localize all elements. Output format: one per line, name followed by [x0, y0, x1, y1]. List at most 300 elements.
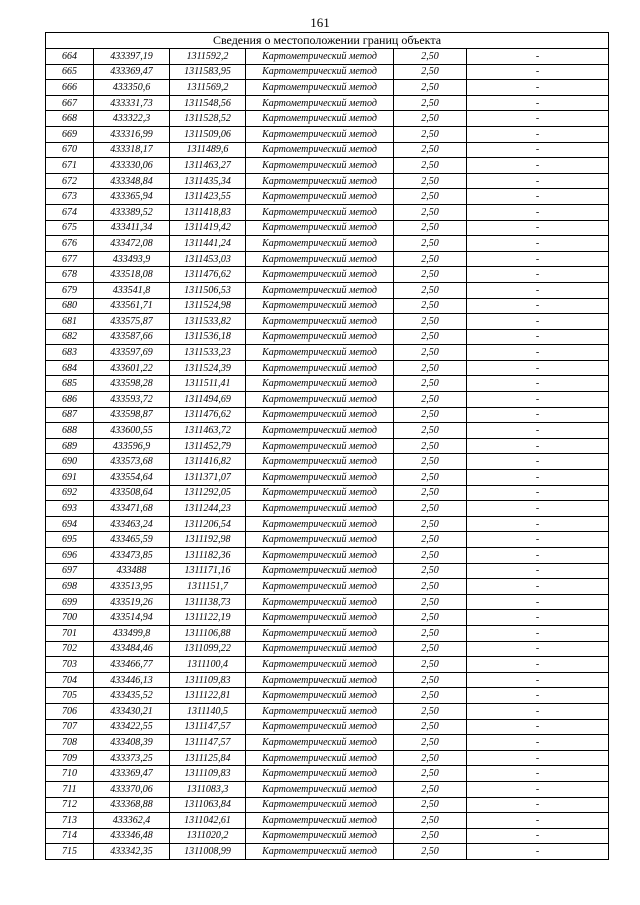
accuracy-cell: 2,50: [394, 657, 467, 673]
table-row: [46, 173, 609, 189]
accuracy-cell: 2,50: [394, 688, 467, 704]
note-cell: -: [467, 516, 609, 532]
note-cell: -: [467, 548, 609, 564]
x-coordinate-cell: 433471,68: [94, 501, 170, 517]
point-number-cell: 699: [46, 594, 94, 610]
x-coordinate-cell: 433593,72: [94, 392, 170, 408]
y-coordinate-cell: 1311083,3: [170, 781, 246, 797]
note-cell: -: [467, 657, 609, 673]
table-row: [46, 563, 609, 579]
method-cell: Картометрический метод: [246, 392, 394, 408]
point-number-cell: 709: [46, 750, 94, 766]
accuracy-cell: 2,50: [394, 158, 467, 174]
note-cell: -: [467, 251, 609, 267]
note-cell: -: [467, 813, 609, 829]
accuracy-cell: 2,50: [394, 470, 467, 486]
method-cell: Картометрический метод: [246, 485, 394, 501]
point-number-cell: 686: [46, 392, 94, 408]
x-coordinate-cell: 433362,4: [94, 813, 170, 829]
x-coordinate-cell: 433554,64: [94, 470, 170, 486]
x-coordinate-cell: 433573,68: [94, 454, 170, 470]
table-row: [46, 95, 609, 111]
method-cell: Картометрический метод: [246, 735, 394, 751]
y-coordinate-cell: 1311147,57: [170, 735, 246, 751]
note-cell: -: [467, 376, 609, 392]
note-cell: -: [467, 703, 609, 719]
method-cell: Картометрический метод: [246, 563, 394, 579]
note-cell: -: [467, 95, 609, 111]
table-row: [46, 750, 609, 766]
accuracy-cell: 2,50: [394, 501, 467, 517]
x-coordinate-cell: 433411,34: [94, 220, 170, 236]
y-coordinate-cell: 1311548,56: [170, 95, 246, 111]
x-coordinate-cell: 433342,35: [94, 844, 170, 860]
accuracy-cell: 2,50: [394, 189, 467, 205]
accuracy-cell: 2,50: [394, 532, 467, 548]
y-coordinate-cell: 1311453,03: [170, 251, 246, 267]
table-row: [46, 111, 609, 127]
point-number-cell: 688: [46, 423, 94, 439]
method-cell: Картометрический метод: [246, 438, 394, 454]
table-row: [46, 470, 609, 486]
table-row: [46, 610, 609, 626]
note-cell: -: [467, 828, 609, 844]
table-row: [46, 376, 609, 392]
note-cell: -: [467, 610, 609, 626]
method-cell: Картометрический метод: [246, 813, 394, 829]
x-coordinate-cell: 433348,84: [94, 173, 170, 189]
y-coordinate-cell: 1311533,23: [170, 345, 246, 361]
y-coordinate-cell: 1311244,23: [170, 501, 246, 517]
method-cell: Картометрический метод: [246, 766, 394, 782]
x-coordinate-cell: 433596,9: [94, 438, 170, 454]
x-coordinate-cell: 433575,87: [94, 314, 170, 330]
x-coordinate-cell: 433389,52: [94, 204, 170, 220]
note-cell: -: [467, 158, 609, 174]
accuracy-cell: 2,50: [394, 672, 467, 688]
note-cell: -: [467, 204, 609, 220]
method-cell: Картометрический метод: [246, 641, 394, 657]
accuracy-cell: 2,50: [394, 236, 467, 252]
y-coordinate-cell: 1311416,82: [170, 454, 246, 470]
method-cell: Картометрический метод: [246, 189, 394, 205]
x-coordinate-cell: 433518,08: [94, 267, 170, 283]
x-coordinate-cell: 433369,47: [94, 64, 170, 80]
note-cell: -: [467, 80, 609, 96]
point-number-cell: 698: [46, 579, 94, 595]
table-body: [46, 49, 609, 860]
method-cell: Картометрический метод: [246, 423, 394, 439]
x-coordinate-cell: 433473,85: [94, 548, 170, 564]
note-cell: -: [467, 329, 609, 345]
x-coordinate-cell: 433598,87: [94, 407, 170, 423]
point-number-cell: 672: [46, 173, 94, 189]
y-coordinate-cell: 1311452,79: [170, 438, 246, 454]
y-coordinate-cell: 1311524,98: [170, 298, 246, 314]
point-number-cell: 706: [46, 703, 94, 719]
note-cell: -: [467, 173, 609, 189]
point-number-cell: 667: [46, 95, 94, 111]
note-cell: -: [467, 594, 609, 610]
y-coordinate-cell: 1311171,16: [170, 563, 246, 579]
y-coordinate-cell: 1311151,7: [170, 579, 246, 595]
x-coordinate-cell: 433466,77: [94, 657, 170, 673]
table-row: [46, 672, 609, 688]
y-coordinate-cell: 1311020,2: [170, 828, 246, 844]
method-cell: Картометрический метод: [246, 797, 394, 813]
method-cell: Картометрический метод: [246, 657, 394, 673]
note-cell: -: [467, 454, 609, 470]
x-coordinate-cell: 433408,39: [94, 735, 170, 751]
table-row: [46, 485, 609, 501]
table-row: [46, 657, 609, 673]
method-cell: Картометрический метод: [246, 360, 394, 376]
method-cell: Картометрический метод: [246, 329, 394, 345]
table-row: [46, 454, 609, 470]
y-coordinate-cell: 1311524,39: [170, 360, 246, 376]
y-coordinate-cell: 1311528,52: [170, 111, 246, 127]
y-coordinate-cell: 1311583,95: [170, 64, 246, 80]
y-coordinate-cell: 1311463,72: [170, 423, 246, 439]
accuracy-cell: 2,50: [394, 204, 467, 220]
point-number-cell: 701: [46, 625, 94, 641]
note-cell: -: [467, 579, 609, 595]
x-coordinate-cell: 433397,19: [94, 49, 170, 65]
point-number-cell: 676: [46, 236, 94, 252]
y-coordinate-cell: 1311509,06: [170, 126, 246, 142]
x-coordinate-cell: 433493,9: [94, 251, 170, 267]
accuracy-cell: 2,50: [394, 298, 467, 314]
y-coordinate-cell: 1311099,22: [170, 641, 246, 657]
accuracy-cell: 2,50: [394, 251, 467, 267]
accuracy-cell: 2,50: [394, 329, 467, 345]
method-cell: Картометрический метод: [246, 516, 394, 532]
accuracy-cell: 2,50: [394, 95, 467, 111]
method-cell: Картометрический метод: [246, 579, 394, 595]
accuracy-cell: 2,50: [394, 516, 467, 532]
accuracy-cell: 2,50: [394, 579, 467, 595]
x-coordinate-cell: 433601,22: [94, 360, 170, 376]
table-row: [46, 189, 609, 205]
table-row: [46, 329, 609, 345]
point-number-cell: 668: [46, 111, 94, 127]
point-number-cell: 693: [46, 501, 94, 517]
accuracy-cell: 2,50: [394, 392, 467, 408]
table-row: [46, 688, 609, 704]
table-row: [46, 345, 609, 361]
table-row: [46, 703, 609, 719]
accuracy-cell: 2,50: [394, 594, 467, 610]
x-coordinate-cell: 433519,26: [94, 594, 170, 610]
x-coordinate-cell: 433472,08: [94, 236, 170, 252]
method-cell: Картометрический метод: [246, 470, 394, 486]
point-number-cell: 713: [46, 813, 94, 829]
note-cell: -: [467, 781, 609, 797]
point-number-cell: 669: [46, 126, 94, 142]
y-coordinate-cell: 1311063,84: [170, 797, 246, 813]
accuracy-cell: 2,50: [394, 828, 467, 844]
table-row: [46, 49, 609, 65]
method-cell: Картометрический метод: [246, 282, 394, 298]
table-row: [46, 579, 609, 595]
accuracy-cell: 2,50: [394, 610, 467, 626]
note-cell: -: [467, 719, 609, 735]
y-coordinate-cell: 1311125,84: [170, 750, 246, 766]
method-cell: Картометрический метод: [246, 672, 394, 688]
y-coordinate-cell: 1311569,2: [170, 80, 246, 96]
method-cell: Картометрический метод: [246, 251, 394, 267]
x-coordinate-cell: 433369,47: [94, 766, 170, 782]
point-number-cell: 694: [46, 516, 94, 532]
method-cell: Картометрический метод: [246, 688, 394, 704]
table-row: [46, 797, 609, 813]
x-coordinate-cell: 433597,69: [94, 345, 170, 361]
method-cell: Картометрический метод: [246, 49, 394, 65]
note-cell: -: [467, 563, 609, 579]
point-number-cell: 711: [46, 781, 94, 797]
y-coordinate-cell: 1311463,27: [170, 158, 246, 174]
accuracy-cell: 2,50: [394, 703, 467, 719]
method-cell: Картометрический метод: [246, 548, 394, 564]
note-cell: -: [467, 236, 609, 252]
y-coordinate-cell: 1311476,62: [170, 407, 246, 423]
point-number-cell: 683: [46, 345, 94, 361]
point-number-cell: 702: [46, 641, 94, 657]
x-coordinate-cell: 433350,6: [94, 80, 170, 96]
method-cell: Картометрический метод: [246, 142, 394, 158]
method-cell: Картометрический метод: [246, 719, 394, 735]
y-coordinate-cell: 1311140,5: [170, 703, 246, 719]
note-cell: -: [467, 423, 609, 439]
note-cell: -: [467, 501, 609, 517]
method-cell: Картометрический метод: [246, 703, 394, 719]
y-coordinate-cell: 1311489,6: [170, 142, 246, 158]
note-cell: -: [467, 766, 609, 782]
y-coordinate-cell: 1311506,53: [170, 282, 246, 298]
point-number-cell: 690: [46, 454, 94, 470]
point-number-cell: 670: [46, 142, 94, 158]
accuracy-cell: 2,50: [394, 49, 467, 65]
table-row: [46, 298, 609, 314]
note-cell: -: [467, 532, 609, 548]
page-number: 161: [310, 15, 330, 30]
accuracy-cell: 2,50: [394, 454, 467, 470]
note-cell: -: [467, 438, 609, 454]
method-cell: Картометрический метод: [246, 314, 394, 330]
accuracy-cell: 2,50: [394, 220, 467, 236]
accuracy-cell: 2,50: [394, 766, 467, 782]
table-row: [46, 625, 609, 641]
point-number-cell: 692: [46, 485, 94, 501]
point-number-cell: 687: [46, 407, 94, 423]
x-coordinate-cell: 433373,25: [94, 750, 170, 766]
y-coordinate-cell: 1311042,61: [170, 813, 246, 829]
y-coordinate-cell: 1311138,73: [170, 594, 246, 610]
accuracy-cell: 2,50: [394, 781, 467, 797]
method-cell: Картометрический метод: [246, 376, 394, 392]
y-coordinate-cell: 1311008,99: [170, 844, 246, 860]
accuracy-cell: 2,50: [394, 750, 467, 766]
note-cell: -: [467, 345, 609, 361]
point-number-cell: 675: [46, 220, 94, 236]
note-cell: -: [467, 844, 609, 860]
note-cell: -: [467, 142, 609, 158]
note-cell: -: [467, 641, 609, 657]
point-number-cell: 697: [46, 563, 94, 579]
y-coordinate-cell: 1311122,19: [170, 610, 246, 626]
method-cell: Картометрический метод: [246, 298, 394, 314]
point-number-cell: 677: [46, 251, 94, 267]
x-coordinate-cell: 433435,52: [94, 688, 170, 704]
method-cell: Картометрический метод: [246, 236, 394, 252]
note-cell: -: [467, 625, 609, 641]
x-coordinate-cell: 433446,13: [94, 672, 170, 688]
x-coordinate-cell: 433322,3: [94, 111, 170, 127]
x-coordinate-cell: 433598,28: [94, 376, 170, 392]
x-coordinate-cell: 433508,64: [94, 485, 170, 501]
x-coordinate-cell: 433600,55: [94, 423, 170, 439]
point-number-cell: 714: [46, 828, 94, 844]
y-coordinate-cell: 1311206,54: [170, 516, 246, 532]
accuracy-cell: 2,50: [394, 314, 467, 330]
table-row: [46, 781, 609, 797]
x-coordinate-cell: 433484,46: [94, 641, 170, 657]
x-coordinate-cell: 433370,06: [94, 781, 170, 797]
x-coordinate-cell: 433365,94: [94, 189, 170, 205]
table-row: [46, 719, 609, 735]
y-coordinate-cell: 1311511,41: [170, 376, 246, 392]
y-coordinate-cell: 1311371,07: [170, 470, 246, 486]
y-coordinate-cell: 1311109,83: [170, 766, 246, 782]
point-number-cell: 691: [46, 470, 94, 486]
accuracy-cell: 2,50: [394, 719, 467, 735]
x-coordinate-cell: 433331,73: [94, 95, 170, 111]
note-cell: -: [467, 282, 609, 298]
method-cell: Картометрический метод: [246, 267, 394, 283]
y-coordinate-cell: 1311533,82: [170, 314, 246, 330]
x-coordinate-cell: 433561,71: [94, 298, 170, 314]
y-coordinate-cell: 1311423,55: [170, 189, 246, 205]
accuracy-cell: 2,50: [394, 360, 467, 376]
y-coordinate-cell: 1311441,24: [170, 236, 246, 252]
table-row: [46, 641, 609, 657]
note-cell: -: [467, 220, 609, 236]
note-cell: -: [467, 672, 609, 688]
point-number-cell: 684: [46, 360, 94, 376]
method-cell: Картометрический метод: [246, 594, 394, 610]
point-number-cell: 700: [46, 610, 94, 626]
table-row: [46, 828, 609, 844]
method-cell: Картометрический метод: [246, 454, 394, 470]
note-cell: -: [467, 485, 609, 501]
accuracy-cell: 2,50: [394, 423, 467, 439]
table-title: Сведения о местоположении границ объекта: [46, 33, 609, 49]
point-number-cell: 664: [46, 49, 94, 65]
point-number-cell: 689: [46, 438, 94, 454]
method-cell: Картометрический метод: [246, 828, 394, 844]
table-row: [46, 813, 609, 829]
point-number-cell: 704: [46, 672, 94, 688]
y-coordinate-cell: 1311476,62: [170, 267, 246, 283]
table-row: [46, 766, 609, 782]
table-row: [46, 360, 609, 376]
x-coordinate-cell: 433499,8: [94, 625, 170, 641]
table-header-row: [46, 33, 609, 49]
table-row: [46, 501, 609, 517]
y-coordinate-cell: 1311122,81: [170, 688, 246, 704]
boundary-coordinates-table: [45, 32, 609, 860]
point-number-cell: 666: [46, 80, 94, 96]
x-coordinate-cell: 433488: [94, 563, 170, 579]
table-row: [46, 548, 609, 564]
x-coordinate-cell: 433316,99: [94, 126, 170, 142]
method-cell: Картометрический метод: [246, 80, 394, 96]
table-row: [46, 438, 609, 454]
table-row: [46, 142, 609, 158]
method-cell: Картометрический метод: [246, 407, 394, 423]
x-coordinate-cell: 433330,06: [94, 158, 170, 174]
table-row: [46, 407, 609, 423]
point-number-cell: 682: [46, 329, 94, 345]
point-number-cell: 680: [46, 298, 94, 314]
table-row: [46, 204, 609, 220]
y-coordinate-cell: 1311109,83: [170, 672, 246, 688]
y-coordinate-cell: 1311418,83: [170, 204, 246, 220]
table-row: [46, 236, 609, 252]
x-coordinate-cell: 433430,21: [94, 703, 170, 719]
y-coordinate-cell: 1311435,34: [170, 173, 246, 189]
x-coordinate-cell: 433368,88: [94, 797, 170, 813]
method-cell: Картометрический метод: [246, 844, 394, 860]
note-cell: -: [467, 64, 609, 80]
y-coordinate-cell: 1311100,4: [170, 657, 246, 673]
x-coordinate-cell: 433463,24: [94, 516, 170, 532]
point-number-cell: 695: [46, 532, 94, 548]
accuracy-cell: 2,50: [394, 407, 467, 423]
table-row: [46, 594, 609, 610]
note-cell: -: [467, 407, 609, 423]
accuracy-cell: 2,50: [394, 80, 467, 96]
method-cell: Картометрический метод: [246, 158, 394, 174]
accuracy-cell: 2,50: [394, 376, 467, 392]
method-cell: Картометрический метод: [246, 126, 394, 142]
table-row: [46, 267, 609, 283]
point-number-cell: 685: [46, 376, 94, 392]
method-cell: Картометрический метод: [246, 750, 394, 766]
note-cell: -: [467, 267, 609, 283]
y-coordinate-cell: 1311419,42: [170, 220, 246, 236]
note-cell: -: [467, 688, 609, 704]
table-row: [46, 735, 609, 751]
method-cell: Картометрический метод: [246, 111, 394, 127]
accuracy-cell: 2,50: [394, 735, 467, 751]
method-cell: Картометрический метод: [246, 781, 394, 797]
accuracy-cell: 2,50: [394, 813, 467, 829]
note-cell: -: [467, 735, 609, 751]
point-number-cell: 673: [46, 189, 94, 205]
table-row: [46, 64, 609, 80]
accuracy-cell: 2,50: [394, 438, 467, 454]
method-cell: Картометрический метод: [246, 95, 394, 111]
accuracy-cell: 2,50: [394, 625, 467, 641]
accuracy-cell: 2,50: [394, 485, 467, 501]
point-number-cell: 703: [46, 657, 94, 673]
table-row: [46, 126, 609, 142]
accuracy-cell: 2,50: [394, 126, 467, 142]
note-cell: -: [467, 470, 609, 486]
table-row: [46, 158, 609, 174]
y-coordinate-cell: 1311592,2: [170, 49, 246, 65]
